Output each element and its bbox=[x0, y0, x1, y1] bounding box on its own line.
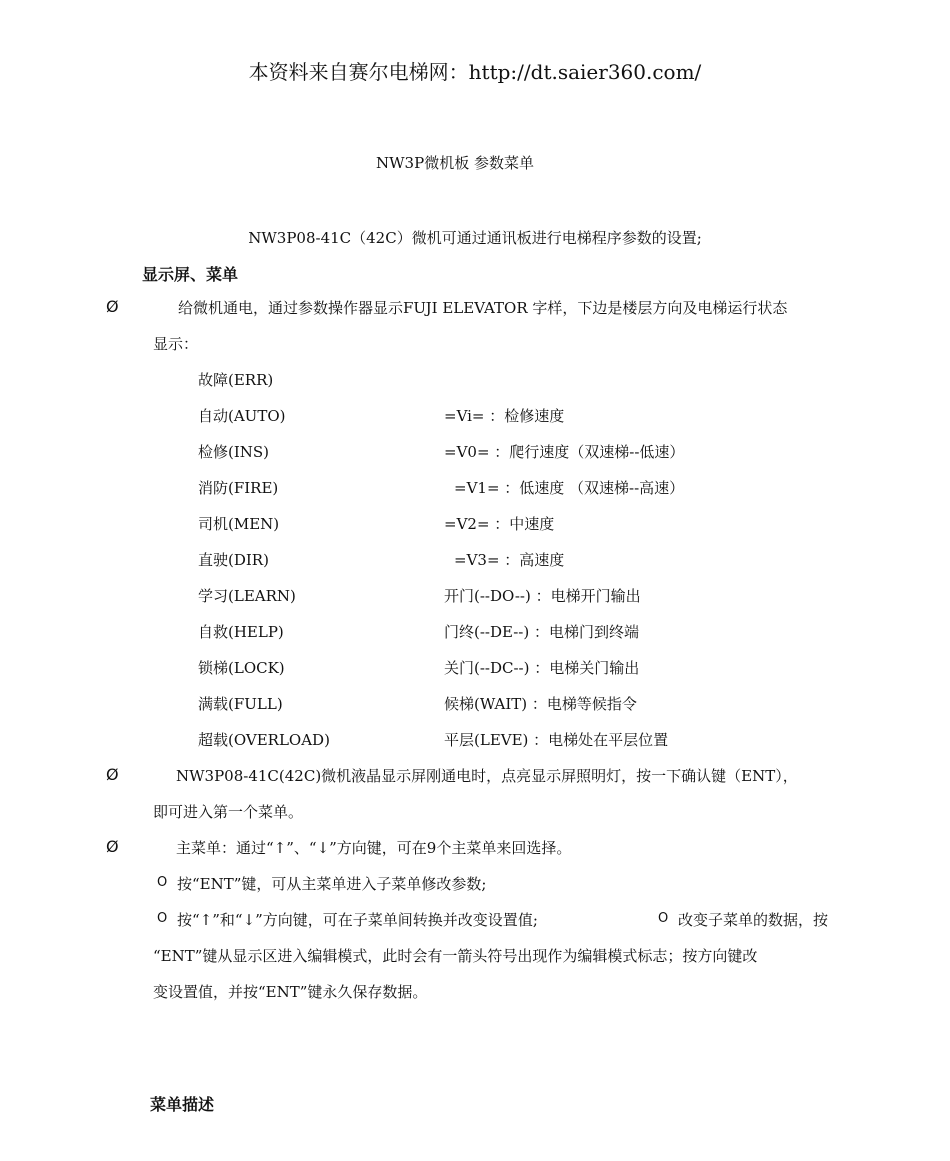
section-heading-display: 显示屏、菜单 bbox=[142, 265, 239, 284]
param-item: =Vi= ：检修速度 bbox=[444, 407, 565, 425]
page-title: NW3P微机板 参数菜单 bbox=[376, 154, 534, 172]
status-item: 自救(HELP) bbox=[198, 623, 284, 641]
sub-item-2-line2: “ENT”键从显示区进入编辑模式，此时会有一箭头符号出现作为编辑模式标志；按方向键改 bbox=[153, 947, 758, 965]
sub-item-2-part2: 改变子菜单的数据，按 bbox=[678, 911, 829, 929]
sub-item-2-line3: 变设置值，并按“ENT”键永久保存数据。 bbox=[153, 983, 428, 1001]
param-item: 关门(--DC--) ：电梯关门输出 bbox=[444, 659, 640, 677]
bullet-marker: Ø bbox=[106, 837, 119, 856]
status-item: 自动(AUTO) bbox=[198, 407, 286, 425]
o-marker: O bbox=[658, 911, 669, 926]
status-item: 锁梯(LOCK) bbox=[198, 659, 285, 677]
param-item: =V3= ：高速度 bbox=[454, 551, 565, 569]
o-marker: O bbox=[157, 875, 168, 890]
status-item: 司机(MEN) bbox=[198, 515, 280, 533]
param-item: =V1= ：低速度 （双速梯--高速） bbox=[454, 479, 685, 497]
para1-line2: 显示： bbox=[153, 335, 199, 353]
sub-item-2-part1: 按“↑”和“↓”方向键，可在子菜单间转换并改变设置值; bbox=[177, 911, 538, 929]
section-heading-menu-desc: 菜单描述 bbox=[150, 1095, 215, 1114]
param-item: 平层(LEVE) ：电梯处在平层位置 bbox=[444, 731, 669, 749]
para1-line1: 给微机通电，通过参数操作器显示FUJI ELEVATOR 字样，下边是楼层方向及电梯运行状态 bbox=[178, 299, 788, 317]
intro-line: NW3P08-41C（42C）微机可通过通讯板进行电梯程序参数的设置; bbox=[248, 229, 702, 247]
status-item: 满载(FULL) bbox=[198, 695, 283, 713]
status-item: 直驶(DIR) bbox=[198, 551, 269, 569]
bullet-marker: Ø bbox=[106, 297, 119, 316]
para3: 主菜单：通过“↑”、“↓”方向键，可在9个主菜单来回选择。 bbox=[176, 839, 572, 857]
status-item: 学习(LEARN) bbox=[198, 587, 296, 605]
o-marker: O bbox=[157, 911, 168, 926]
status-item: 超载(OVERLOAD) bbox=[198, 731, 330, 749]
param-item: 候梯(WAIT) ：电梯等候指令 bbox=[444, 695, 637, 713]
param-item: =V2= ：中速度 bbox=[444, 515, 555, 533]
source-line: 本资料来自赛尔电梯网：http://dt.saier360.com/ bbox=[248, 60, 702, 84]
status-item: 检修(INS) bbox=[198, 443, 270, 461]
param-item: 门终(--DE--) ：电梯门到终端 bbox=[444, 623, 640, 641]
bullet-marker: Ø bbox=[106, 765, 119, 784]
status-item: 消防(FIRE) bbox=[198, 479, 279, 497]
status-item: 故障(ERR) bbox=[198, 371, 274, 389]
sub-item-1: 按“ENT”键，可从主菜单进入子菜单修改参数; bbox=[177, 875, 487, 893]
param-item: =V0= ：爬行速度（双速梯--低速） bbox=[444, 443, 685, 461]
para2-line2: 即可进入第一个菜单。 bbox=[153, 803, 304, 821]
para2-line1: NW3P08-41C(42C)微机液晶显示屏刚通电时，点亮显示屏照明灯，按一下确认键（ENT）， bbox=[176, 767, 798, 785]
param-item: 开门(--DO--) ：电梯开门输出 bbox=[444, 587, 641, 605]
